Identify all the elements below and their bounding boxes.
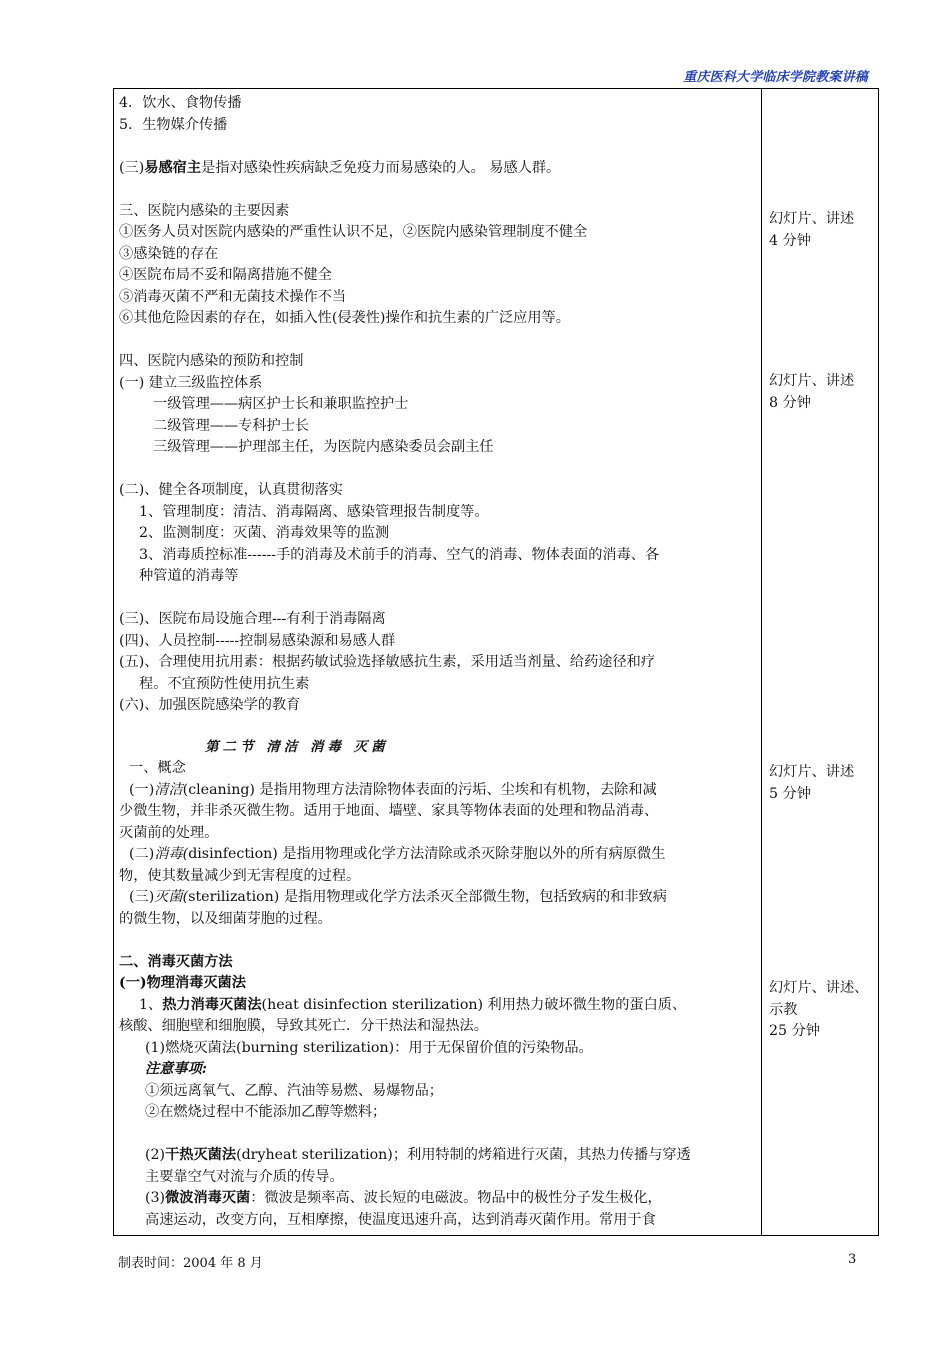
text-line: ⑥其他危险因素的存在，如插入性(侵袭性)操作和抗生素的广泛应用等。 (119, 310, 570, 326)
section-heading: (一)物理消毒灭菌法 (119, 975, 246, 991)
text-line: 1、管理制度：清洁、消毒隔离、感染管理报告制度等。 (139, 503, 489, 520)
text-line: 2、监测制度：灭菌、消毒效果等的监测 (139, 525, 390, 541)
text-line: (一)清洁(cleaning) 是指用物理方法清除物体表面的污垢、尘埃和有机物，去除和减 (129, 781, 657, 798)
text-line: (一) 建立三级监控体系 (119, 374, 263, 391)
text-line: 一级管理——病区护士长和兼职监控护士 (153, 396, 409, 412)
text-line: (2)干热灭菌法(dryheat sterilization)；利用特制的烤箱进行灭菌，其热力传播与穿透 (145, 1147, 691, 1163)
text-line: 主要靠空气对流与介质的传导。 (145, 1168, 344, 1185)
text-line: (四)、人员控制-----控制易感染源和易感人群 (119, 632, 396, 649)
text-line: 二级管理——专科护士长 (153, 417, 310, 434)
text-line: 高速运动，改变方向，互相摩擦，使温度迅速升高，达到消毒灭菌作用。常用于食 (145, 1211, 656, 1228)
text-line: 核酸、细胞壁和细胞膜，导致其死亡．分干热法和湿热法。 (119, 1018, 488, 1034)
text-line: ④医院布局不妥和隔离措施不健全 (119, 267, 332, 283)
text-line: (3)微波消毒灭菌：微波是频率高、波长短的电磁波。物品中的极性分子发生极化， (145, 1190, 662, 1206)
text-line: (三)灭菌(sterilization) 是指用物理或化学方法杀灭全部微生物，包括致病的和非致病 (129, 889, 667, 905)
text-line: 一、概念 (129, 760, 186, 776)
text-line: 少微生物，并非杀灭微生物。适用于地面、墙壁、家具等物体表面的处理和物品消毒、 (119, 803, 659, 819)
section-title: 第二节 清洁 消毒 灭菌 (205, 738, 389, 755)
text-line: (六)、加强医院感染学的教育 (119, 697, 301, 713)
text-line: 4．饮水、食物传播 (119, 95, 242, 111)
text-line: (二)、健全各项制度，认真贯彻落实 (119, 482, 343, 498)
section-heading: 四、医院内感染的预防和控制 (119, 353, 304, 369)
text-line: 种管道的消毒等 (139, 568, 239, 584)
footer-date: 制表时间：2004 年 8 月 (118, 1256, 263, 1271)
text-line: 物，使其数量减少到无害程度的过程。 (119, 867, 361, 884)
text-line: 灭菌前的处理。 (119, 824, 219, 841)
text-line: 的微生物，以及细菌芽胞的过程。 (119, 910, 332, 927)
column-divider (761, 89, 762, 1235)
text-line: ⑤消毒灭菌不严和无菌技术操作不当 (119, 288, 347, 305)
side-note: 幻灯片、讲述、 示教 25 分钟 (769, 980, 869, 1039)
side-note: 幻灯片、讲述 8 分钟 (769, 373, 855, 411)
text-line: ②在燃烧过程中不能添加乙醇等燃料； (145, 1104, 387, 1120)
text-line: 3、消毒质控标准------手的消毒及术前手的消毒、空气的消毒、物体表面的消毒、各 (139, 546, 660, 563)
page-number: 3 (848, 1252, 857, 1267)
side-note: 幻灯片、讲述 5 分钟 (769, 764, 855, 802)
text-line: ①须远离氧气、乙醇、汽油等易燃、易爆物品； (145, 1082, 443, 1099)
section-heading: 三、医院内感染的主要因素 (119, 202, 290, 219)
lesson-content-column (119, 93, 755, 1231)
text-line: 三级管理——护理部主任，为医院内感染委员会副主任 (153, 439, 494, 455)
text-line: (三)易感宿主是指对感染性疾病缺乏免疫力而易感染的人。 易感人群。 (119, 159, 561, 176)
text-line: (三)、医院布局设施合理---有利于消毒隔离 (119, 611, 386, 627)
text-line: ①医务人员对医院内感染的严重性认识不足，②医院内感染管理制度不健全 (119, 224, 588, 240)
text-line: (1)燃烧灭菌法(burning sterilization)：用于无保留价值的污染物品。 (145, 1039, 593, 1056)
section-heading: 二、消毒灭菌方法 (119, 953, 233, 970)
text-line: (五)、合理使用抗用素：根据药敏试验选择敏感抗生素，采用适当剂量、给药途径和疗 (119, 654, 656, 670)
page-header-title: 重庆医科大学临床学院教案讲稿 (683, 70, 868, 85)
note-heading: 注意事项: (145, 1061, 207, 1077)
text-line: 5．生物媒介传播 (119, 116, 228, 133)
text-line: 程。不宜预防性使用抗生素 (139, 675, 310, 692)
side-note: 幻灯片、讲述 4 分钟 (769, 211, 855, 249)
text-line: (二)消毒(disinfection) 是指用物理或化学方法清除或杀灭除芽胞以外的所有病原微生 (129, 846, 666, 862)
text-line: 1、热力消毒灭菌法(heat disinfection sterilization) 利用热力破坏微生物的蛋白质、 (139, 996, 687, 1013)
text-line: ③感染链的存在 (119, 245, 219, 262)
lesson-table (113, 88, 879, 1236)
